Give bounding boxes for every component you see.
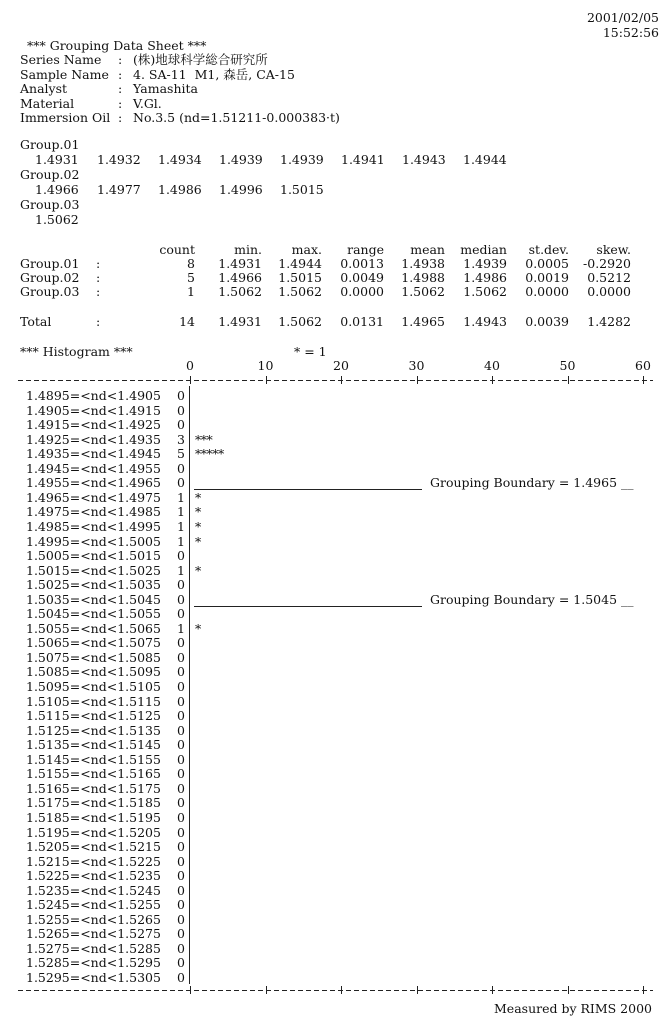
group-value: 1.4943 xyxy=(402,152,446,167)
bin-bar: *** xyxy=(195,431,213,447)
bin-count: 0 xyxy=(177,824,185,840)
bin-count: 0 xyxy=(177,649,185,665)
stats-cell: 1.4939 xyxy=(463,256,507,271)
stats-cell: 0.0000 xyxy=(587,284,631,299)
field-label: Analyst xyxy=(20,81,68,96)
bin-count: 0 xyxy=(177,722,185,738)
bin-label: 1.5155=<nd<1.5165 xyxy=(26,766,161,782)
stats-cell: 1.5062 xyxy=(278,284,322,299)
bin-label: 1.5055=<nd<1.5065 xyxy=(26,620,161,636)
field-value: Yamashita xyxy=(133,81,198,96)
bin-label: 1.5295=<nd<1.5305 xyxy=(26,970,161,985)
grouping-boundary-line xyxy=(194,489,422,490)
bin-label: 1.5045=<nd<1.5055 xyxy=(26,606,161,622)
bin-label: 1.5205=<nd<1.5215 xyxy=(26,839,161,855)
stats-cell: 5 xyxy=(187,270,195,285)
stats-cell: 1.5062 xyxy=(401,284,445,299)
stats-cell: 8 xyxy=(187,256,195,271)
measured-by: Measured by RIMS 2000 xyxy=(494,1001,652,1016)
bin-count: 0 xyxy=(177,460,185,476)
stats-header: max. xyxy=(291,242,322,257)
axis-tick-mark xyxy=(568,376,569,384)
stats-cell: 1.5062 xyxy=(463,284,507,299)
axis-tick-mark xyxy=(492,376,493,384)
bin-count: 0 xyxy=(177,402,185,418)
bin-label: 1.4995=<nd<1.5005 xyxy=(26,533,161,549)
bin-count: 0 xyxy=(177,897,185,913)
bin-label: 1.5285=<nd<1.5295 xyxy=(26,955,161,971)
axis-tick-mark xyxy=(417,986,418,994)
bin-label: 1.5035=<nd<1.5045 xyxy=(26,591,161,607)
group-value: 1.5062 xyxy=(35,212,79,227)
group-value: 1.4931 xyxy=(35,152,79,167)
axis-tick-mark xyxy=(492,986,493,994)
bin-count: 1 xyxy=(177,533,185,549)
axis-tick-label: 60 xyxy=(635,358,651,373)
bin-count: 0 xyxy=(177,388,185,403)
stats-cell: 1.4988 xyxy=(401,270,445,285)
bin-bar: * xyxy=(195,504,201,520)
axis-tick-mark xyxy=(190,986,191,994)
field-colon: : xyxy=(118,81,123,96)
axis-tick-label: 50 xyxy=(559,358,576,373)
stats-total-colon: : xyxy=(96,314,101,329)
bin-label: 1.4945=<nd<1.4955 xyxy=(26,460,161,476)
stats-cell: 1.4966 xyxy=(218,270,262,285)
bin-count: 0 xyxy=(177,417,185,433)
group-value: 1.4932 xyxy=(97,152,141,167)
field-value: (株)地球科学総合研究所 xyxy=(133,52,268,67)
group-value: 1.4944 xyxy=(463,152,507,167)
bin-count: 0 xyxy=(177,708,185,724)
stats-header: count xyxy=(159,242,195,257)
bin-count: 0 xyxy=(177,926,185,942)
grouping-boundary-line xyxy=(194,606,422,607)
stats-total-name: Total xyxy=(20,314,52,329)
bin-count: 0 xyxy=(177,635,185,651)
bin-label: 1.4955=<nd<1.4965 xyxy=(26,475,161,491)
stats-cell: 0.0000 xyxy=(340,284,384,299)
bin-count: 1 xyxy=(177,562,185,578)
stats-row-colon: : xyxy=(96,284,101,299)
field-label: Immersion Oil xyxy=(20,110,111,125)
bin-label: 1.4905=<nd<1.4915 xyxy=(26,402,161,418)
group-value: 1.4939 xyxy=(280,152,324,167)
field-label: Series Name xyxy=(20,52,102,67)
axis-bottom-rule xyxy=(18,990,653,991)
group-value: 1.4996 xyxy=(219,182,263,197)
stats-cell: 1.4944 xyxy=(278,256,322,271)
bin-label: 1.5005=<nd<1.5015 xyxy=(26,548,161,564)
bin-label: 1.5195=<nd<1.5205 xyxy=(26,824,161,840)
field-label: Material xyxy=(20,95,75,111)
bin-label: 1.5265=<nd<1.5275 xyxy=(26,926,161,942)
bin-count: 0 xyxy=(177,868,185,884)
group-value: 1.4941 xyxy=(341,152,385,167)
bin-label: 1.5105=<nd<1.5115 xyxy=(26,693,161,709)
bin-label: 1.5235=<nd<1.5245 xyxy=(26,882,161,898)
bin-count: 0 xyxy=(177,853,185,869)
stats-row-name: Group.01 xyxy=(20,256,80,271)
bin-label: 1.4965=<nd<1.4975 xyxy=(26,489,161,505)
stats-row-colon: : xyxy=(96,256,101,271)
stats-total-cell: 1.5062 xyxy=(278,314,322,329)
stats-total-cell: 14 xyxy=(179,314,195,329)
field-colon: : xyxy=(118,66,123,82)
bin-label: 1.5125=<nd<1.5135 xyxy=(26,722,161,738)
bin-label: 1.4925=<nd<1.4935 xyxy=(26,431,161,447)
group-value: 1.5015 xyxy=(280,182,324,197)
histogram-title: *** Histogram *** xyxy=(20,344,133,359)
bin-bar: * xyxy=(195,620,201,636)
bin-count: 0 xyxy=(177,839,185,855)
stats-cell: 1.4938 xyxy=(401,256,445,271)
bin-count: 0 xyxy=(177,664,185,680)
stats-cell: 0.0000 xyxy=(525,284,569,299)
bin-bar: * xyxy=(195,562,201,578)
bin-label: 1.5065=<nd<1.5075 xyxy=(26,635,161,651)
field-colon: : xyxy=(118,52,123,67)
group-value: 1.4939 xyxy=(219,152,263,167)
stats-row-colon: : xyxy=(96,270,101,285)
axis-tick-label: 10 xyxy=(257,358,274,373)
bin-label: 1.5245=<nd<1.5255 xyxy=(26,897,161,913)
bin-label: 1.5185=<nd<1.5195 xyxy=(26,809,161,825)
bin-label: 1.4985=<nd<1.4995 xyxy=(26,518,161,534)
bin-bar: ***** xyxy=(195,446,224,462)
grouping-boundary-label: Grouping Boundary = 1.4965 __ xyxy=(430,475,634,491)
axis-tick-mark xyxy=(341,376,342,384)
histogram-scale-note: * = 1 xyxy=(294,344,327,359)
axis-tick-mark xyxy=(190,376,191,384)
stats-row-name: Group.03 xyxy=(20,284,80,299)
print-date: 2001/02/05 xyxy=(586,10,659,25)
bin-label: 1.4915=<nd<1.4925 xyxy=(26,417,161,433)
stats-cell: 0.0005 xyxy=(525,256,569,271)
field-value: V.Gl. xyxy=(133,95,162,111)
bin-count: 0 xyxy=(177,882,185,898)
stats-cell: 1.4931 xyxy=(218,256,262,271)
axis-tick-mark xyxy=(266,986,267,994)
group-value: 1.4934 xyxy=(158,152,202,167)
bin-count: 0 xyxy=(177,911,185,927)
bin-count: 0 xyxy=(177,809,185,825)
axis-tick-label: 20 xyxy=(333,358,349,373)
field-colon: : xyxy=(118,95,123,111)
bin-label: 1.5175=<nd<1.5185 xyxy=(26,795,161,811)
bin-count: 1 xyxy=(177,518,185,534)
bin-count: 0 xyxy=(177,766,185,782)
bin-count: 1 xyxy=(177,489,185,505)
bin-label: 1.5085=<nd<1.5095 xyxy=(26,664,161,680)
stats-cell: 1.5015 xyxy=(278,270,322,285)
stats-header: range xyxy=(347,242,384,257)
axis-top-rule xyxy=(18,380,653,381)
bin-count: 0 xyxy=(177,751,185,767)
stats-row-name: Group.02 xyxy=(20,270,80,285)
bin-count: 0 xyxy=(177,577,185,593)
group-value: 1.4966 xyxy=(35,182,79,197)
stats-total-cell: 1.4931 xyxy=(218,314,262,329)
bin-label: 1.4895=<nd<1.4905 xyxy=(26,388,161,403)
stats-total-cell: 0.0039 xyxy=(525,314,569,329)
grouping-boundary-label: Grouping Boundary = 1.5045 __ xyxy=(430,591,634,607)
bin-count: 0 xyxy=(177,940,185,956)
bin-bar: * xyxy=(195,518,201,534)
stats-total-cell: 1.4943 xyxy=(463,314,507,329)
axis-tick-label: 30 xyxy=(408,358,425,373)
sheet-title: *** Grouping Data Sheet *** xyxy=(27,38,207,53)
axis-tick-mark xyxy=(643,986,644,994)
stats-total-cell: 1.4965 xyxy=(401,314,445,329)
stats-cell: 1 xyxy=(187,284,195,299)
histogram-baseline xyxy=(189,386,190,984)
bin-label: 1.5275=<nd<1.5285 xyxy=(26,940,161,956)
axis-tick-mark xyxy=(341,986,342,994)
axis-tick-mark xyxy=(643,376,644,384)
stats-cell: -0.2920 xyxy=(583,256,631,271)
bin-label: 1.5215=<nd<1.5225 xyxy=(26,853,161,869)
bin-count: 3 xyxy=(177,431,185,447)
stats-cell: 1.4986 xyxy=(463,270,507,285)
print-time: 15:52:56 xyxy=(602,25,659,40)
bin-label: 1.4935=<nd<1.4945 xyxy=(26,446,161,462)
stats-cell: 0.0019 xyxy=(525,270,569,285)
group-value: 1.4977 xyxy=(97,182,141,197)
bin-label: 1.5255=<nd<1.5265 xyxy=(26,911,161,927)
stats-header: skew. xyxy=(596,242,631,257)
stats-cell: 0.5212 xyxy=(587,270,631,285)
stats-total-cell: 1.4282 xyxy=(587,314,631,329)
bin-label: 1.5075=<nd<1.5085 xyxy=(26,649,161,665)
bin-count: 0 xyxy=(177,970,185,985)
bin-count: 0 xyxy=(177,548,185,564)
bin-label: 1.4975=<nd<1.4985 xyxy=(26,504,161,520)
axis-tick-mark xyxy=(417,376,418,384)
stats-cell: 0.0013 xyxy=(340,256,384,271)
bin-count: 0 xyxy=(177,795,185,811)
bin-label: 1.5025=<nd<1.5035 xyxy=(26,577,161,593)
bin-count: 0 xyxy=(177,475,185,491)
bin-count: 5 xyxy=(177,446,185,462)
bin-count: 0 xyxy=(177,606,185,622)
bin-label: 1.5135=<nd<1.5145 xyxy=(26,737,161,753)
group-name: Group.01 xyxy=(20,137,80,152)
axis-tick-mark xyxy=(568,986,569,994)
field-label: Sample Name xyxy=(20,66,109,82)
group-name: Group.02 xyxy=(20,167,80,182)
stats-header: min. xyxy=(234,242,262,257)
stats-cell: 0.0049 xyxy=(340,270,384,285)
stats-header: median xyxy=(460,242,507,257)
group-value: 1.4986 xyxy=(158,182,202,197)
bin-label: 1.5095=<nd<1.5105 xyxy=(26,679,161,694)
bin-label: 1.5115=<nd<1.5125 xyxy=(26,708,161,724)
bin-label: 1.5015=<nd<1.5025 xyxy=(26,562,161,578)
axis-tick-mark xyxy=(266,376,267,384)
bin-count: 0 xyxy=(177,679,185,694)
bin-label: 1.5225=<nd<1.5235 xyxy=(26,868,161,884)
group-name: Group.03 xyxy=(20,197,80,212)
stats-cell: 1.5062 xyxy=(218,284,262,299)
bin-label: 1.5145=<nd<1.5155 xyxy=(26,751,161,767)
bin-count: 0 xyxy=(177,693,185,709)
stats-header: mean xyxy=(410,242,445,257)
bin-bar: * xyxy=(195,489,201,505)
axis-tick-label: 40 xyxy=(484,358,500,373)
field-value: No.3.5 (nd=1.51211-0.000383·t) xyxy=(133,110,340,125)
bin-label: 1.5165=<nd<1.5175 xyxy=(26,780,161,796)
bin-count: 1 xyxy=(177,504,185,520)
stats-header: st.dev. xyxy=(528,242,569,257)
bin-count: 0 xyxy=(177,737,185,753)
bin-count: 0 xyxy=(177,780,185,796)
bin-count: 0 xyxy=(177,955,185,971)
stats-total-cell: 0.0131 xyxy=(340,314,384,329)
bin-count: 0 xyxy=(177,591,185,607)
bin-bar: * xyxy=(195,533,201,549)
bin-count: 1 xyxy=(177,620,185,636)
axis-tick-label: 0 xyxy=(186,358,194,373)
field-colon: : xyxy=(118,110,123,125)
field-value: 4. SA-11 M1, 森岳, CA-15 xyxy=(133,66,295,82)
